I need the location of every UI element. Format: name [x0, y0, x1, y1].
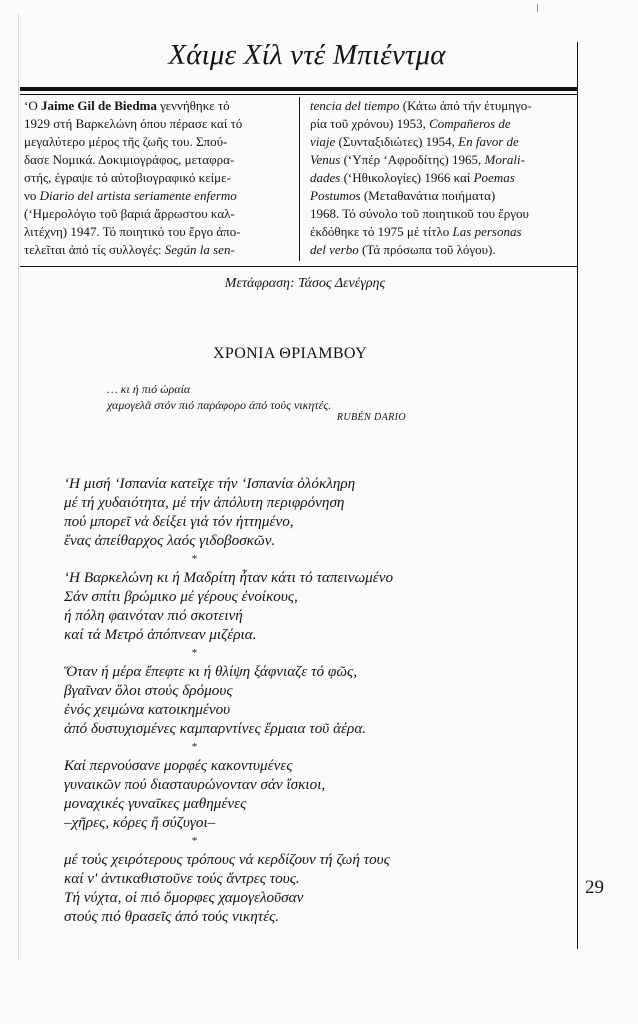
biography-right-column: [310, 97, 576, 259]
collection-text-4: (‘Ηθικολογίες) 1966 καί: [340, 170, 474, 185]
diary-prefix: νο: [24, 188, 40, 203]
collection-text-5: (Μεταθανάτια ποιήματα): [360, 188, 496, 203]
epigraph-author: RUBÉN DARIO: [336, 412, 406, 423]
collection-publication-text: ἐκδόθηκε τό 1975 μέ τίτλο: [310, 224, 453, 239]
bio-left-line-5: στής, έγραψε τό αὐτοβιογραφικό κείμε-: [24, 170, 231, 185]
top-edge-mark: [537, 4, 538, 12]
diary-title: Diario del artista seriamente enfermo: [39, 188, 237, 203]
poem-line: καί ν' ἀντικαθιστοῦνε τούς ἄντρες τους.: [64, 870, 300, 887]
collection-title-4-end: dades: [310, 170, 341, 185]
title-thin-rule: [20, 94, 577, 95]
poem-line: ‘Η Βαρκελώνη κι ή Μαδρίτη ἦταν κάτι τό ταπεινωμένο: [64, 569, 394, 586]
collection-text-2: (Συνταξιδιώτες) 1954,: [335, 134, 459, 149]
collection-text-1: (Κάτω ἀπό τήν ἐτυμηγο-: [399, 98, 532, 113]
bio-left-line-4: δασε Νομικά. Δοκιμιογράφος, μεταφρα-: [24, 152, 235, 167]
poem-line: Τή νύχτα, οἱ πιό ὄμορφες χαμογελοῦσαν: [64, 889, 304, 906]
poem-line: στούς πιό θρασεῖς ἀπό τούς νικητές.: [64, 908, 280, 925]
bio-birth-text: γεννήθηκε τό: [160, 98, 230, 113]
collection-title-start: Según la sen-: [164, 242, 235, 257]
bio-right-line-3: [310, 133, 576, 151]
stanza-4: [64, 756, 564, 832]
poem-line: ἀπό δυστυχισμένες καμπαρντίνες ἕρμαια τοῦ ἀέρα.: [64, 720, 367, 737]
poem-line: Καί περνούσανε μορφές κακοντυμένες: [64, 757, 293, 774]
biography-bottom-rule: [20, 266, 577, 267]
collection-title-4: Morali-: [484, 152, 525, 167]
poem-line: πού μπορεῖ νά δείξει γιά τόν ἡττημένο,: [64, 513, 294, 530]
collection-title-3-end: Venus: [310, 152, 341, 167]
bio-right-line-9: [310, 241, 576, 259]
page-title: Χάιμε Χίλ ντέ Μπιέντμα: [168, 39, 446, 71]
poem-line: Σάν σπίτι βρώμικο μέ γέρους ἐνοίκους,: [64, 588, 298, 605]
poem-line: καί τά Μετρό ἀπόπνεαν μιζέρια.: [64, 626, 257, 643]
collection-title-6: Las personas: [452, 224, 522, 239]
poem-title: ΧΡΟΝΙΑ ΘΡΙΑΜΒΟΥ: [212, 345, 368, 362]
collection-text-3: (‘Υπέρ ‘Αφροδίτης) 1965,: [340, 152, 485, 167]
collection-title-5-end: Postumos: [310, 188, 361, 203]
bio-left-line-9: [24, 241, 293, 259]
bio-right-line-7: 1968. Τό σύνολο τοῦ ποιητικοῦ του ἔργου: [310, 206, 529, 221]
poem-line: γυναικῶν πού διασταυρώνονταν σάν ἴσκιοι,: [64, 776, 326, 793]
biography-column-divider: [299, 97, 300, 261]
bio-left-line-2: 1929 στή Βαρκελώνη όπου πέρασε καί τό: [24, 116, 243, 131]
stanza-separator-star: *: [191, 553, 197, 565]
poem-line: μέ τή χυδαιότητα, μέ τήν ἀπόλυτη περιφρόνηση: [64, 494, 345, 511]
collection-title-5: Poemas: [473, 170, 515, 185]
epigraph: [107, 381, 427, 413]
stanza-separator-star: *: [191, 741, 197, 753]
bio-left-line-1: [24, 97, 293, 115]
collection-text-6: (Τά πρόσωπα τοῦ λόγου).: [358, 242, 496, 257]
translator-credit: Μετάφραση: Τάσος Δενέγρης: [224, 276, 386, 291]
collection-title-3: En favor de: [458, 134, 519, 149]
epigraph-line-2: χαμογελᾶ στόν πιό παράφορο ἀπό τούς νικητές.: [107, 398, 332, 412]
epigraph-line-1: … κι ή πιό ὡραία: [107, 382, 191, 396]
poem-text: [64, 474, 564, 926]
bio-prefix: ‘Ο: [24, 98, 41, 113]
poem-line: βγαῖναν ὅλοι στούς δρόμους: [64, 682, 233, 699]
bio-right-line-8: [310, 223, 576, 241]
page-number: 29: [585, 877, 604, 898]
bio-right-line-6: [310, 187, 576, 205]
title-thick-rule: [20, 87, 577, 91]
collection-title-1: tencia del tiempo: [310, 98, 400, 113]
poem-line: ή πόλη φαινόταν πιό σκοτεινή: [64, 607, 243, 624]
stanza-1: [64, 474, 564, 550]
stanza-5: [64, 850, 564, 926]
poem-line: μοναχικές γυναῖκες μαθημένες: [64, 795, 247, 812]
left-page-edge: [18, 14, 19, 960]
collection-year-text: ρία τοῦ χρόνου) 1953,: [310, 116, 430, 131]
poem-line: ἕνας ἀπείθαρχος λαός γιδοβοσκῶν.: [64, 532, 276, 549]
stanza-2: [64, 568, 564, 644]
bio-right-line-5: [310, 169, 576, 187]
bio-right-line-4: [310, 151, 576, 169]
collection-title-2: Compañeros de: [429, 116, 511, 131]
bio-right-line-1: [310, 97, 576, 115]
stanza-separator-star: *: [191, 835, 197, 847]
poem-line: –χῆρες, κόρες ἤ σύζυγοι–: [64, 814, 216, 831]
poem-line: ἑνός χειμώνα κατοικημένου: [64, 701, 231, 718]
poem-line: Ὅταν ή μέρα ἔπεφτε κι ή θλίψη ξάφνιαζε τό φῶς,: [64, 663, 358, 680]
right-vertical-rule: [577, 42, 578, 949]
bio-left-line-7: (‘Ημερολόγιο τοῦ βαριά ἄρρωστου καλ-: [24, 206, 235, 221]
biography-left-column: [24, 97, 293, 259]
poem-line: ‘Η μισή ‘Ισπανία κατεῖχε τήν ‘Ισπανία ὁλόκληρη: [64, 475, 356, 492]
bio-left-line-3: μεγαλύτερο μέρος τῆς ζωῆς του. Σπού-: [24, 134, 228, 149]
bio-left-line-8: λιτέχνη) 1947. Τό ποιητικό του ἔργο ἀπο-: [24, 224, 241, 239]
collection-title-2-end: viaje: [310, 134, 336, 149]
stanza-separator-star: *: [191, 647, 197, 659]
bio-left-line-6: [24, 187, 293, 205]
author-name: Jaime Gil de Biedma: [40, 98, 157, 113]
poem-line: μέ τούς χειρότερους τρόπους νά κερδίζουν τή ζωή τους: [64, 851, 390, 868]
author-biography: [24, 97, 576, 267]
bio-right-line-2: [310, 115, 576, 133]
stanza-3: [64, 662, 564, 738]
collections-prefix: τελεῖται ἀπό τίς συλλογές:: [24, 242, 165, 257]
collection-title-6-end: del verbo: [310, 242, 359, 257]
